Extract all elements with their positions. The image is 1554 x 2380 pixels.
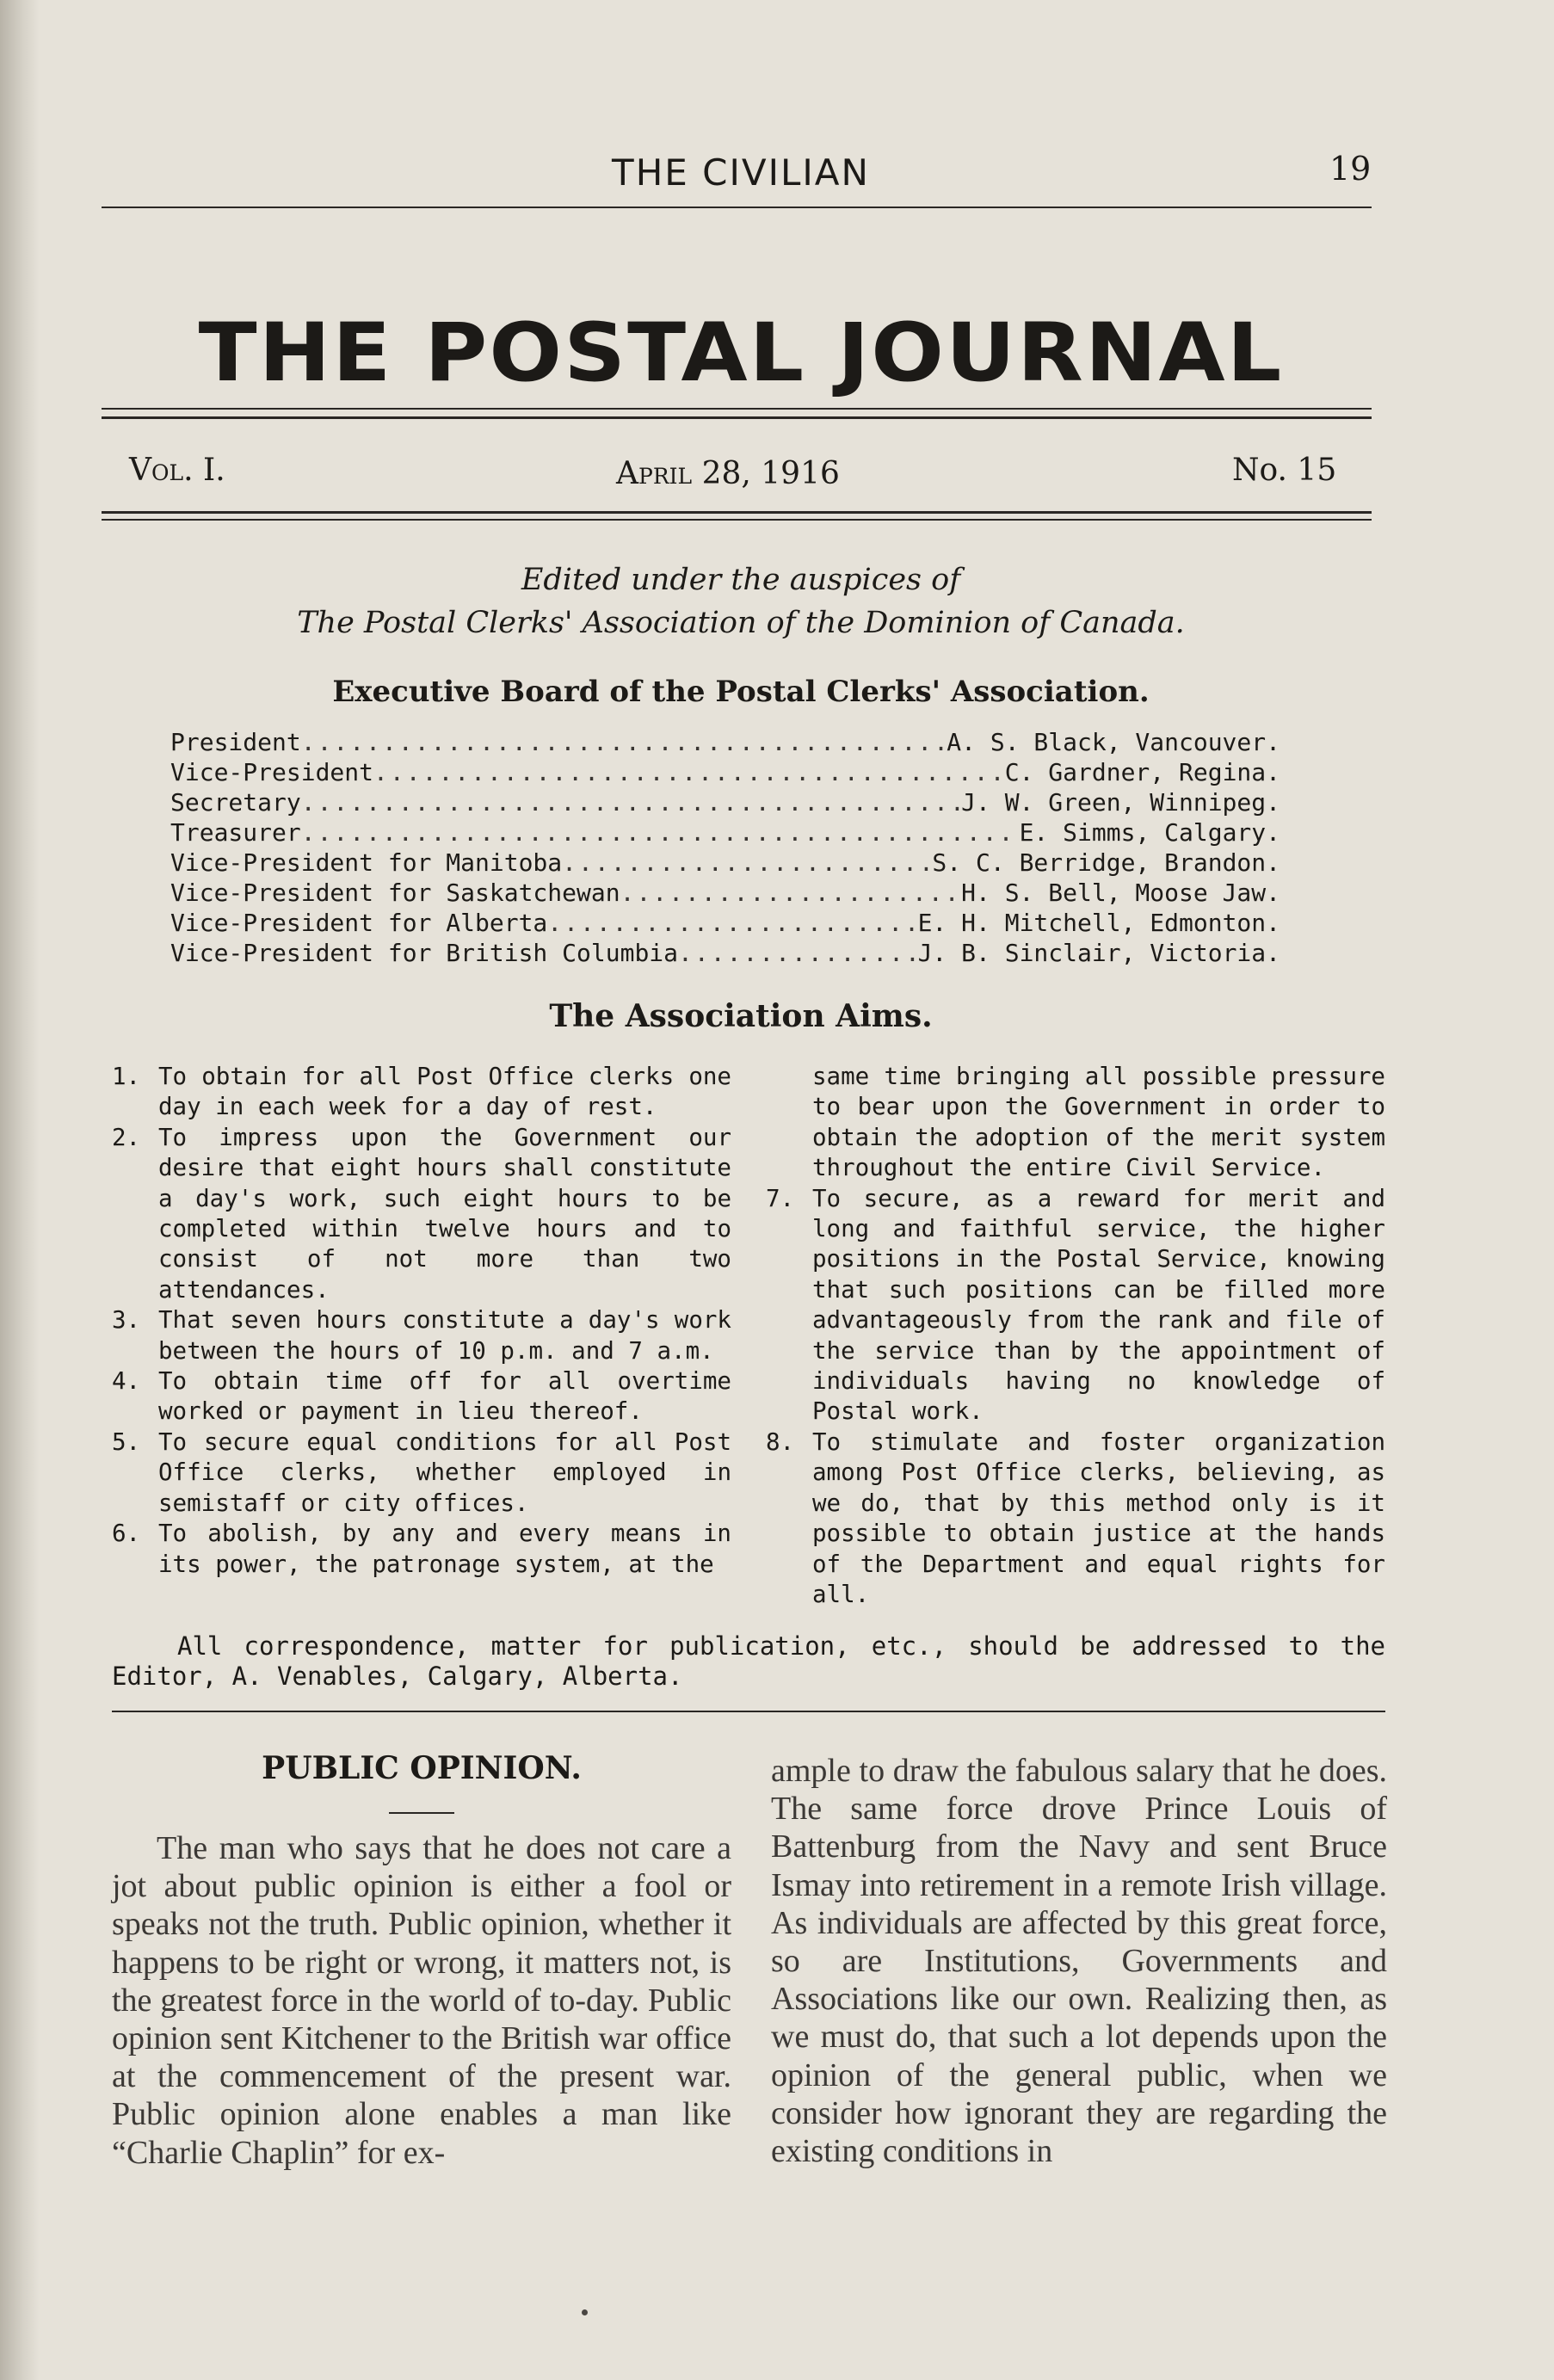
officer-role: Secretary [170, 788, 301, 817]
aim-item [112, 1427, 731, 1519]
aim-number: 4. [112, 1367, 141, 1396]
heading-rule [389, 1812, 454, 1814]
leader-dots [301, 818, 1020, 847]
officer-role: President [170, 728, 301, 756]
officer-name: H. S. Bell, Moose Jaw. [961, 879, 1280, 907]
officer-row [170, 939, 1280, 967]
aim-number: 2. [112, 1123, 141, 1151]
aim-item [112, 1062, 731, 1123]
leader-dots [373, 758, 1005, 786]
article-column-right: ample to draw the fabulous salary that he does. The same force drove Prince Louis of Battenburg from the Navy and sent Bruce Ismay into retirement in a remote Irish village. As individuals are affected by this great force, so are Institutions, Governments and Associations like our own. Realizing then, as we must do, that such a lot depends upon the opinion of the general public, when we consider how ignorant they are regarding the existing conditions in [771, 1753, 1387, 2170]
aim-item [112, 1305, 731, 1366]
aim-number: 8. [766, 1427, 795, 1456]
aim-text: To obtain time off for all overtime worked or payment in lieu thereof. [158, 1367, 731, 1426]
officer-row [170, 728, 1280, 756]
officer-role: Vice-President for Manitoba [170, 848, 563, 877]
officer-name: S. C. Berridge, Brandon. [932, 848, 1280, 877]
officer-name: J. W. Green, Winnipeg. [961, 788, 1280, 817]
aim-item [766, 1427, 1385, 1610]
aim-text: To abolish, by any and every means in its power, the patronage system, at the [158, 1520, 731, 1578]
edited-line-2: The Postal Clerks' Association of the Dominion of Canada. [297, 606, 1185, 640]
aim-number: 3. [112, 1306, 141, 1335]
section-rule [112, 1711, 1385, 1712]
officer-name: C. Gardner, Regina. [1004, 758, 1280, 786]
aim-text: same time bringing all possible pressure to bear upon the Government in order to obtain the adoption of the merit system throughout the entire Civil Service. [812, 1063, 1385, 1182]
leader-dots [620, 879, 962, 907]
officer-role: Vice-President for Saskatchewan [170, 879, 620, 907]
aim-item [112, 1519, 731, 1580]
leader-dots [678, 939, 918, 967]
aim-number: 1. [112, 1063, 141, 1090]
article-heading: PUBLIC OPINION. [262, 1750, 582, 1786]
officer-row [170, 758, 1280, 786]
aim-text: To secure equal conditions for all Post Office clerks, whether employed in semistaff or city offices. [158, 1427, 731, 1517]
aim-text: To secure, as a reward for merit and long and faithful service, the higher positions in the Postal Service, knowing that such positions can be filled more advantageously from the rank and file of the service than by the appointment of individuals having no knowledge of Postal work. [812, 1184, 1385, 1426]
article-column-left: The man who says that he does not care a jot about public opinion is either a fool or speaks not the truth. Public opinion, whether it happens to be right or wrong, it matters not, is the greatest force in the world of to-day. Public opinion sent Kitchener to the British war office at the commencement of the present war. Public opinion alone enables a man like “Charlie Chaplin” for ex- [112, 1830, 731, 2171]
aim-number: 6. [112, 1520, 141, 1548]
leader-dots [547, 909, 917, 937]
issue-number: No. 15 [1232, 453, 1337, 488]
aim-item [112, 1123, 731, 1305]
aim-text: To impress upon the Government our desire that eight hours shall constitute a day's work, such eight hours to be completed within twelve hours and to consist of not more than two attendances. [158, 1123, 731, 1304]
aims-column-right [766, 1062, 1385, 1610]
officer-role: Vice-President for British Columbia [170, 939, 679, 967]
aims-title: The Association Aims. [549, 998, 933, 1034]
officer-role: Treasurer [170, 818, 301, 847]
masthead-rule-double [102, 416, 1372, 419]
aim-text: To stimulate and foster organization among Post Office clerks, believing, as we do, that by this method only is it possible to obtain justice at the hands of the Department and equal rights for all. [812, 1427, 1385, 1608]
leader-dots [301, 728, 947, 756]
officer-name: E. Simms, Calgary. [1019, 818, 1280, 847]
officer-row [170, 818, 1280, 847]
issue-rule-bottom [102, 519, 1372, 521]
aims-column-left [112, 1062, 731, 1580]
masthead-title: THE POSTAL JOURNAL [198, 306, 1284, 400]
officer-row [170, 909, 1280, 937]
edited-line-1: Edited under the auspices of [521, 563, 961, 597]
officer-row [170, 879, 1280, 907]
officer-row [170, 848, 1280, 877]
ink-dot [582, 2309, 588, 2315]
officer-role: Vice-President for Alberta [170, 909, 548, 937]
running-title: THE CIVILIAN [612, 151, 870, 194]
aim-item [766, 1184, 1385, 1427]
aim-item [112, 1366, 731, 1427]
issue-date: April 28, 1916 [616, 456, 840, 491]
aim-item-continued [766, 1062, 1385, 1184]
officer-name: E. H. Mitchell, Edmonton. [917, 909, 1280, 937]
officer-name: J. B. Sinclair, Victoria. [917, 939, 1280, 967]
leader-dots [562, 848, 932, 877]
officer-name: A. S. Black, Vancouver. [947, 728, 1280, 756]
correspondence-notice: All correspondence, matter for publication, etc., should be addressed to the Editor, A. Venables, Calgary, Alberta. [112, 1631, 1385, 1691]
page-number: 19 [1329, 150, 1372, 188]
issue-rule-top [102, 511, 1372, 514]
aim-text: To obtain for all Post Office clerks one day in each week for a day of rest. [158, 1063, 731, 1121]
officer-row [170, 788, 1280, 817]
executive-board-title: Executive Board of the Postal Clerks' Association. [332, 675, 1150, 709]
volume-label: Vol. I. [129, 453, 225, 488]
masthead-rule-top [102, 408, 1372, 410]
officer-role: Vice-President [170, 758, 374, 786]
aim-text: That seven hours constitute a day's work between the hours of 10 p.m. and 7 a.m. [158, 1306, 731, 1365]
aim-number: 5. [112, 1427, 141, 1456]
leader-dots [301, 788, 961, 817]
header-rule [102, 207, 1372, 208]
aim-number: 7. [766, 1184, 795, 1212]
